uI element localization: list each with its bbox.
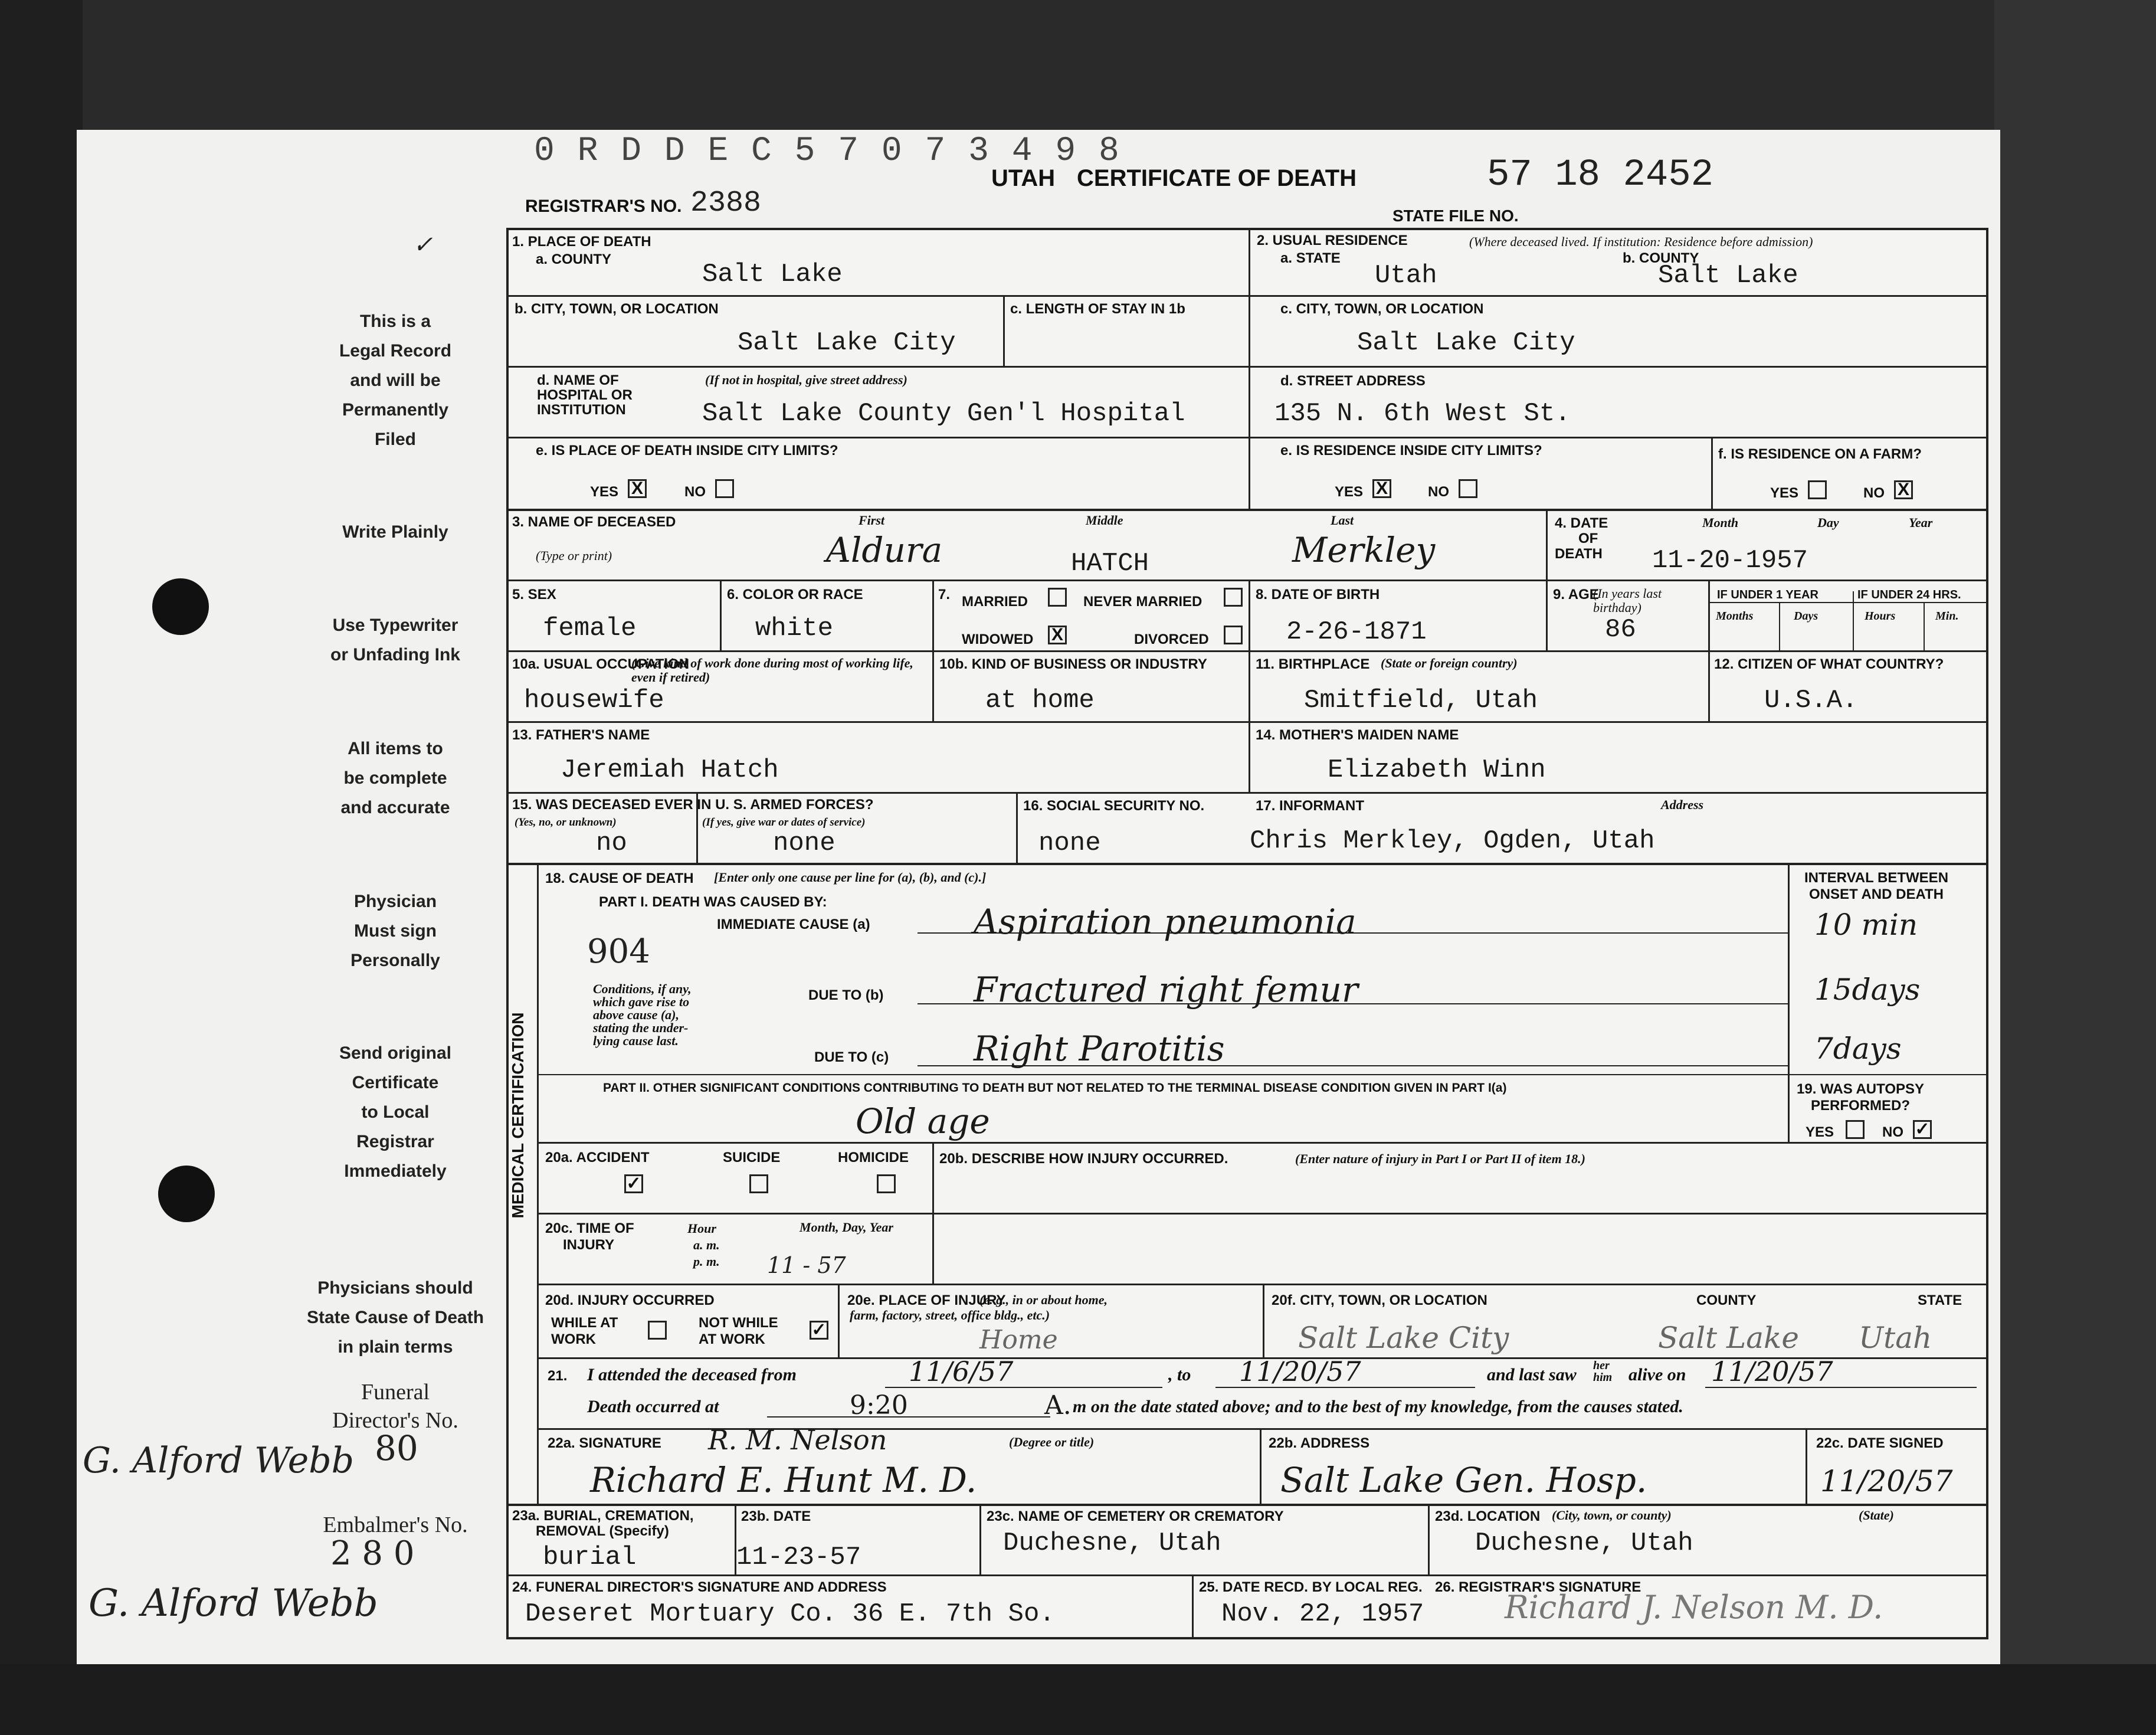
cause-note: [Enter only one cause per line for (a), (b), and (c).] bbox=[714, 870, 987, 885]
month-label: Month bbox=[1702, 515, 1739, 530]
background-left bbox=[0, 0, 83, 1735]
date-signed-field[interactable]: 11/20/57 bbox=[1820, 1464, 1953, 1498]
sex-field[interactable]: female bbox=[543, 614, 637, 643]
last-name-label: Last bbox=[1331, 513, 1354, 528]
date-of-birth-field[interactable]: 2-26-1871 bbox=[1286, 617, 1427, 647]
funeral-director-field[interactable]: Deseret Mortuary Co. 36 E. 7th So. bbox=[525, 1599, 1055, 1629]
sidebar-typewriter: Use Typewriter or Unfading Ink bbox=[330, 616, 460, 664]
death-city-field[interactable]: Salt Lake City bbox=[738, 328, 956, 358]
ssn-label: 16. SOCIAL SECURITY NO. bbox=[1023, 798, 1205, 814]
attended-to-field[interactable]: 11/20/57 bbox=[1239, 1356, 1361, 1387]
location-note: (City, town, or county) bbox=[1552, 1508, 1672, 1523]
attendance-text: I attended the deceased from bbox=[587, 1365, 797, 1384]
injury-city-field[interactable]: Salt Lake City bbox=[1298, 1321, 1509, 1355]
background-bottom bbox=[0, 1664, 2156, 1735]
occupation-note: (Give kind of work done during most of working life, even if retired) bbox=[631, 656, 913, 685]
cause-a-field[interactable]: Aspiration pneumonia bbox=[974, 902, 1356, 942]
attended-from-field[interactable]: 11/6/57 bbox=[909, 1356, 1014, 1387]
while-at-work-label: WHILE AT WORK bbox=[551, 1315, 618, 1347]
interval-label: INTERVAL BETWEEN ONSET AND DEATH bbox=[1804, 870, 1949, 902]
sidebar-physicians-should: Physicians should State Cause of Death in plain terms bbox=[306, 1278, 484, 1357]
father-label: 13. FATHER'S NAME bbox=[512, 727, 650, 743]
date-of-death-field[interactable]: 11-20-1957 bbox=[1652, 546, 1808, 575]
attendance-closing: m on the date stated above; and to the best of my knowledge, from the causes stated. bbox=[1073, 1397, 1683, 1416]
registrar-signature: Richard J. Nelson M. D. bbox=[1505, 1589, 1883, 1626]
funeral-director-signature-label: 24. FUNERAL DIRECTOR'S SIGNATURE AND ADDRESS bbox=[512, 1579, 887, 1595]
alive-on-field[interactable]: 11/20/57 bbox=[1711, 1356, 1833, 1387]
length-of-stay-label: c. LENGTH OF STAY IN 1b bbox=[1010, 301, 1185, 317]
suicide-checkbox[interactable] bbox=[749, 1174, 768, 1193]
signature-overwrite: R. M. Nelson bbox=[708, 1424, 887, 1456]
embalmer-number: 2 8 0 bbox=[330, 1534, 415, 1573]
registrar-signature-label: 26. REGISTRAR'S SIGNATURE bbox=[1435, 1579, 1641, 1595]
farm-yes-checkbox[interactable] bbox=[1808, 480, 1827, 499]
city-limits-label: e. IS PLACE OF DEATH INSIDE CITY LIMITS? bbox=[536, 443, 838, 459]
no-label: NO bbox=[1863, 485, 1885, 501]
month-day-year-label: Month, Day, Year bbox=[800, 1220, 893, 1235]
no-label: NO bbox=[684, 484, 706, 500]
yes-label: YES bbox=[1806, 1124, 1834, 1140]
page-title: CERTIFICATE OF DEATH bbox=[1077, 165, 1357, 191]
signature-address-field[interactable]: Salt Lake Gen. Hosp. bbox=[1280, 1460, 1647, 1500]
year-label: Year bbox=[1909, 515, 1933, 530]
accident-checkbox[interactable]: ✓ bbox=[624, 1174, 643, 1193]
armed-forces-field[interactable]: no bbox=[596, 829, 627, 858]
place-of-injury-label: 20e. PLACE OF INJURY bbox=[847, 1292, 1006, 1308]
state-file-number: 57 18 2452 bbox=[1487, 154, 1714, 197]
race-field[interactable]: white bbox=[755, 614, 834, 643]
homicide-label: HOMICIDE bbox=[838, 1150, 909, 1166]
place-of-death-label: 1. PLACE OF DEATH bbox=[512, 234, 651, 250]
burial-location-field[interactable]: Duchesne, Utah bbox=[1475, 1528, 1693, 1558]
interval-b-field[interactable]: 15days bbox=[1814, 973, 1921, 1007]
informant-field[interactable]: Chris Merkley, Ogden, Utah bbox=[1250, 826, 1655, 856]
death-occurred-label: Death occurred at bbox=[587, 1397, 719, 1416]
am-pm-field[interactable]: A. bbox=[1044, 1390, 1072, 1420]
mother-label: 14. MOTHER'S MAIDEN NAME bbox=[1256, 727, 1459, 743]
yes-label: YES bbox=[1770, 485, 1799, 501]
registrar-number: 2388 bbox=[690, 186, 762, 220]
county-label: a. COUNTY bbox=[536, 251, 612, 267]
citizen-label: 12. CITIZEN OF WHAT COUNTRY? bbox=[1714, 656, 1944, 672]
residence-city-field[interactable]: Salt Lake City bbox=[1357, 328, 1575, 358]
middle-name-field[interactable]: HATCH bbox=[1071, 549, 1149, 578]
hospital-note: (If not in hospital, give street address) bbox=[705, 372, 907, 387]
age-note: (In years last birthday) bbox=[1593, 586, 1662, 615]
physician-signature[interactable]: Richard E. Hunt M. D. bbox=[590, 1460, 977, 1500]
residence-note: (Where deceased lived. If institution: Residence before admission) bbox=[1469, 234, 1813, 249]
street-address-label: d. STREET ADDRESS bbox=[1280, 373, 1426, 389]
residence-state-label: a. STATE bbox=[1280, 250, 1341, 266]
funeral-director-signature: G. Alford Webb bbox=[83, 1440, 355, 1481]
degree-label: (Degree or title) bbox=[1009, 1435, 1095, 1449]
while-at-work-checkbox[interactable] bbox=[648, 1321, 667, 1340]
residence-county-label: b. COUNTY bbox=[1623, 250, 1699, 266]
middle-name-label: Middle bbox=[1086, 513, 1123, 528]
yes-label: YES bbox=[1335, 484, 1364, 500]
business-label: 10b. KIND OF BUSINESS OR INDUSTRY bbox=[939, 656, 1207, 672]
title-prefix: UTAH bbox=[991, 165, 1056, 191]
cemetery-field[interactable]: Duchesne, Utah bbox=[1003, 1528, 1221, 1558]
date-received-label: 25. DATE RECD. BY LOCAL REG. bbox=[1199, 1579, 1423, 1595]
cemetery-label: 23c. NAME OF CEMETERY OR CREMATORY bbox=[987, 1508, 1284, 1524]
alive-label: alive on bbox=[1629, 1365, 1686, 1384]
date-received-field[interactable]: Nov. 22, 1957 bbox=[1221, 1599, 1424, 1629]
hour-label: Hour a. m. p. m. bbox=[687, 1221, 720, 1269]
place-of-injury-note: (e. g., in or about home, farm, factory, street, office bldg., etc.) bbox=[850, 1292, 1108, 1322]
embalmer-label: Embalmer's No. bbox=[323, 1513, 468, 1537]
yes-label: YES bbox=[590, 484, 619, 500]
time-of-injury-label: 20c. TIME OF INJURY bbox=[545, 1220, 634, 1253]
death-county-field[interactable]: Salt Lake bbox=[702, 260, 843, 289]
business-field[interactable]: at home bbox=[985, 686, 1095, 715]
accident-label: 20a. ACCIDENT bbox=[545, 1150, 650, 1166]
injury-county-label: COUNTY bbox=[1696, 1292, 1757, 1308]
due-to-c-label: DUE TO (c) bbox=[814, 1049, 889, 1065]
autopsy-label: 19. WAS AUTOPSY PERFORMED? bbox=[1797, 1081, 1925, 1114]
autopsy-yes-checkbox[interactable] bbox=[1846, 1120, 1865, 1139]
street-address-field[interactable]: 135 N. 6th West St. bbox=[1274, 399, 1571, 428]
father-field[interactable]: Jeremiah Hatch bbox=[561, 755, 779, 785]
sidebar-send-original: Send original Certificate to Local Registrar Immediately bbox=[339, 1043, 452, 1181]
autopsy-no-checkbox[interactable]: ✓ bbox=[1913, 1120, 1932, 1139]
part-two-label: PART II. OTHER SIGNIFICANT CONDITIONS CONTRIBUTING TO DEATH BUT NOT RELATED TO THE TERMINAL DISEASE CONDITION GIVEN IN PART I(a) bbox=[603, 1081, 1507, 1095]
cause-b-field[interactable]: Fractured right femur bbox=[974, 970, 1358, 1010]
residence-limits-label: e. IS RESIDENCE INSIDE CITY LIMITS? bbox=[1280, 443, 1542, 459]
funeral-director-label: Funeral Director's No. bbox=[332, 1380, 458, 1433]
homicide-checkbox[interactable] bbox=[877, 1174, 896, 1193]
under-24-hours-label: IF UNDER 24 HRS. bbox=[1857, 588, 1961, 601]
check-mark-icon: ✓ bbox=[413, 231, 433, 258]
date-of-birth-label: 8. DATE OF BIRTH bbox=[1256, 587, 1380, 603]
widowed-label: WIDOWED bbox=[962, 631, 1034, 647]
burial-date-label: 23b. DATE bbox=[741, 1508, 811, 1524]
mother-field[interactable]: Elizabeth Winn bbox=[1328, 755, 1546, 785]
registrar-label: REGISTRAR'S NO. bbox=[525, 197, 682, 216]
interval-c-field[interactable]: 7days bbox=[1814, 1032, 1902, 1066]
part-two-field[interactable]: Old age bbox=[856, 1101, 990, 1141]
residence-county-field[interactable]: Salt Lake bbox=[1658, 261, 1798, 290]
her-him-label: her him bbox=[1593, 1359, 1613, 1384]
no-label: NO bbox=[1882, 1124, 1903, 1140]
city-label: b. CITY, TOWN, OR LOCATION bbox=[515, 301, 719, 317]
farm-label: f. IS RESIDENCE ON A FARM? bbox=[1718, 446, 1922, 462]
conditions-note: Conditions, if any, which gave rise to above cause (a), stating the under- lying cause last. bbox=[593, 981, 692, 1048]
days-label: Days bbox=[1794, 610, 1818, 623]
injury-occurred-label: 20d. INJURY OCCURRED bbox=[545, 1292, 715, 1308]
background-right bbox=[1994, 0, 2156, 1735]
location-label: 23d. LOCATION bbox=[1435, 1508, 1541, 1524]
usual-residence-label: 2. USUAL RESIDENCE bbox=[1257, 233, 1408, 248]
residence-limits-yes-checkbox[interactable]: X bbox=[1372, 479, 1391, 498]
code-905: 904 bbox=[587, 932, 650, 971]
day-label: Day bbox=[1817, 515, 1839, 530]
suicide-label: SUICIDE bbox=[723, 1150, 781, 1166]
last-saw-label: and last saw bbox=[1487, 1365, 1577, 1384]
sidebar-complete: All items to be complete and accurate bbox=[340, 739, 450, 817]
signature-label: 22a. SIGNATURE bbox=[548, 1435, 661, 1451]
interval-a-field[interactable]: 10 min bbox=[1814, 908, 1918, 942]
sidebar-physician: Physician Must sign Personally bbox=[350, 892, 440, 970]
hospital-label: d. NAME OF HOSPITAL OR INSTITUTION bbox=[537, 372, 633, 418]
burial-date-field[interactable]: 11-23-57 bbox=[736, 1543, 861, 1572]
months-label: Months bbox=[1716, 610, 1754, 623]
age-label: 9. AGE bbox=[1553, 587, 1599, 603]
informant-address-label: Address bbox=[1661, 797, 1704, 812]
sidebar-write-plainly: Write Plainly bbox=[342, 522, 448, 542]
burial-field[interactable]: burial bbox=[543, 1543, 637, 1572]
injury-state-field[interactable]: Utah bbox=[1859, 1321, 1932, 1355]
no-label: NO bbox=[1428, 484, 1449, 500]
widowed-checkbox[interactable]: X bbox=[1048, 626, 1067, 644]
embalmer-signature: G. Alford Webb bbox=[89, 1582, 378, 1625]
married-label: MARRIED bbox=[962, 594, 1028, 610]
occupation-label: 10a. USUAL OCCUPATION bbox=[512, 656, 690, 672]
immediate-cause-label: IMMEDIATE CAUSE (a) bbox=[717, 916, 870, 932]
under-one-year-label: IF UNDER 1 YEAR bbox=[1717, 588, 1818, 601]
death-time-field[interactable]: 9:20 bbox=[850, 1390, 908, 1420]
state-file-label: STATE FILE NO. bbox=[1392, 207, 1519, 225]
last-name-field[interactable]: Merkley bbox=[1292, 530, 1436, 570]
not-while-at-work-checkbox[interactable]: ✓ bbox=[810, 1321, 828, 1340]
date-signed-label: 22c. DATE SIGNED bbox=[1816, 1435, 1944, 1451]
birthplace-label: 11. BIRTHPLACE bbox=[1256, 656, 1370, 672]
divorced-label: DIVORCED bbox=[1134, 631, 1209, 647]
signature-address-label: 22b. ADDRESS bbox=[1269, 1435, 1370, 1451]
death-city-limits-yes-checkbox[interactable]: X bbox=[628, 479, 647, 498]
due-to-b-label: DUE TO (b) bbox=[808, 987, 884, 1003]
burial-label: 23a. BURIAL, CREMATION, REMOVAL (Specify) bbox=[512, 1508, 694, 1539]
occupation-field[interactable]: housewife bbox=[524, 686, 664, 715]
injury-time-field[interactable]: 11 - 57 bbox=[767, 1252, 846, 1278]
informant-label: 17. INFORMANT bbox=[1256, 798, 1365, 814]
cause-c-field[interactable]: Right Parotitis bbox=[974, 1029, 1225, 1069]
never-married-label: NEVER MARRIED bbox=[1083, 594, 1202, 610]
injury-city-label: 20f. CITY, TOWN, OR LOCATION bbox=[1272, 1292, 1487, 1308]
hospital-field[interactable]: Salt Lake County Gen'l Hospital bbox=[702, 399, 1185, 428]
citizen-field[interactable]: U.S.A. bbox=[1764, 686, 1858, 715]
punch-hole bbox=[152, 578, 209, 635]
race-label: 6. COLOR OR RACE bbox=[727, 587, 863, 603]
date-of-death-label: 4. DATE OF DEATH bbox=[1555, 515, 1608, 562]
armed-dates-note: (If yes, give war or dates of service) bbox=[702, 816, 866, 829]
marital-label: 7. bbox=[938, 587, 951, 603]
age-field[interactable]: 86 bbox=[1605, 615, 1636, 644]
place-of-injury-field[interactable]: Home bbox=[979, 1325, 1058, 1355]
deceased-name-label: 3. NAME OF DECEASED bbox=[512, 514, 676, 530]
cause-of-death-label: 18. CAUSE OF DEATH bbox=[545, 870, 694, 886]
sidebar-legal-record: This is a Legal Record and will be Permanently Filed bbox=[339, 312, 452, 449]
punch-hole bbox=[158, 1166, 215, 1222]
death-city-limits-no-checkbox[interactable] bbox=[715, 479, 734, 498]
injury-state-label: STATE bbox=[1918, 1292, 1962, 1308]
state-note: (State) bbox=[1859, 1508, 1894, 1523]
married-checkbox[interactable] bbox=[1048, 588, 1067, 607]
part-one-label: PART I. DEATH WAS CAUSED BY: bbox=[599, 894, 827, 910]
never-married-checkbox[interactable] bbox=[1224, 588, 1243, 607]
injury-county-field[interactable]: Salt Lake bbox=[1658, 1321, 1799, 1355]
deceased-name-sublabel: (Type or print) bbox=[536, 548, 612, 563]
sex-label: 5. SEX bbox=[512, 587, 556, 603]
residence-city-label: c. CITY, TOWN, OR LOCATION bbox=[1280, 301, 1484, 317]
stamp-number: 0 R D D E C 5 7 0 7 3 4 9 8 bbox=[534, 132, 1120, 171]
hours-label: Hours bbox=[1865, 610, 1896, 623]
residence-state-field[interactable]: Utah bbox=[1375, 261, 1437, 290]
residence-limits-no-checkbox[interactable] bbox=[1459, 479, 1477, 498]
attendance-number: 21. bbox=[548, 1368, 568, 1384]
ssn-field[interactable]: none bbox=[1038, 829, 1101, 858]
farm-no-checkbox[interactable]: X bbox=[1894, 480, 1913, 499]
armed-dates-field[interactable]: none bbox=[773, 829, 835, 858]
describe-injury-note: (Enter nature of injury in Part I or Part II of item 18.) bbox=[1295, 1151, 1586, 1166]
describe-injury-label: 20b. DESCRIBE HOW INJURY OCCURRED. bbox=[939, 1151, 1228, 1167]
armed-note: (Yes, no, or unknown) bbox=[515, 816, 617, 829]
armed-forces-label: 15. WAS DECEASED EVER IN U. S. ARMED FORCES? bbox=[512, 797, 874, 813]
medical-certification-label: MEDICAL CERTIFICATION bbox=[509, 1012, 527, 1219]
not-while-at-work-label: NOT WHILE AT WORK bbox=[699, 1315, 778, 1347]
divorced-checkbox[interactable] bbox=[1224, 626, 1243, 644]
birthplace-field[interactable]: Smitfield, Utah bbox=[1304, 686, 1538, 715]
first-name-field[interactable]: Aldura bbox=[826, 530, 943, 570]
first-name-label: First bbox=[859, 513, 885, 528]
funeral-director-number: 80 bbox=[375, 1428, 418, 1468]
birthplace-note: (State or foreign country) bbox=[1381, 656, 1518, 670]
min-label: Min. bbox=[1935, 610, 1959, 623]
to-label: , to bbox=[1168, 1365, 1191, 1384]
